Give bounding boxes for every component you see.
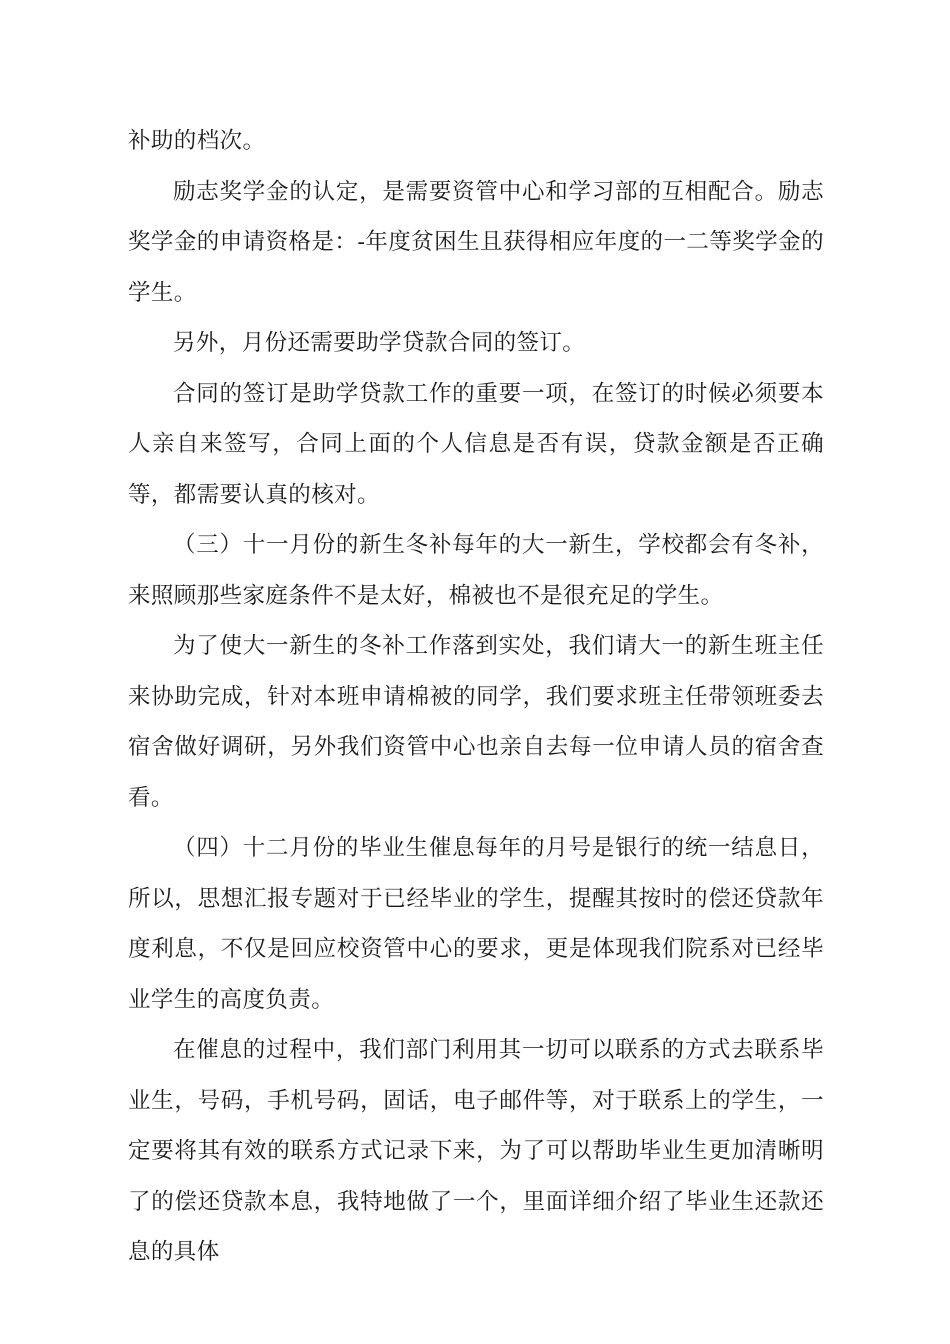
paragraph-7: （四）十二月份的毕业生催息每年的月号是银行的统一结息日，所以，思想汇报专题对于已经毕业的学生，提醒其按时的偿还贷款年度利息，不仅是回应校资管中心的要求，更是体现我们院系对已经毕业学生的高度负责。: [128, 835, 824, 1013]
paragraph-4: 合同的签订是助学贷款工作的重要一项，在签订的时候必须要本人亲自来签写，合同上面的个人信息是否有误，贷款金额是否正确等，都需要认真的核对。: [128, 380, 824, 508]
paragraph-8: 在催息的过程中，我们部门利用其一切可以联系的方式去联系毕业生，号码，手机号码，固话，电子邮件等，对于联系上的学生，一定要将其有效的联系方式记录下来，为了可以帮助毕业生更加清晰明了的偿还贷款本息，我特地做了一个，里面详细介绍了毕业生还款还息的具体: [128, 1037, 824, 1265]
paragraph-2: 励志奖学金的认定，是需要资管中心和学习部的互相配合。励志奖学金的申请资格是：-年度贫困生且获得相应年度的一二等奖学金的学生。: [128, 178, 824, 306]
paragraph-1: 补助的档次。: [128, 128, 266, 154]
document-body: [128, 116, 824, 1278]
paragraph-3: 另外，月份还需要助学贷款合同的签订。: [173, 330, 586, 356]
paragraph-6: 为了使大一新生的冬补工作落到实处，我们请大一的新生班主任来协助完成，针对本班申请棉被的同学，我们要求班主任带领班委去宿舍做好调研，另外我们资管中心也亲自去每一位申请人员的宿舍查看。: [128, 633, 824, 811]
paragraph-5: （三）十一月份的新生冬补每年的大一新生，学校都会有冬补，来照顾那些家庭条件不是太好，棉被也不是很充足的学生。: [128, 532, 824, 609]
